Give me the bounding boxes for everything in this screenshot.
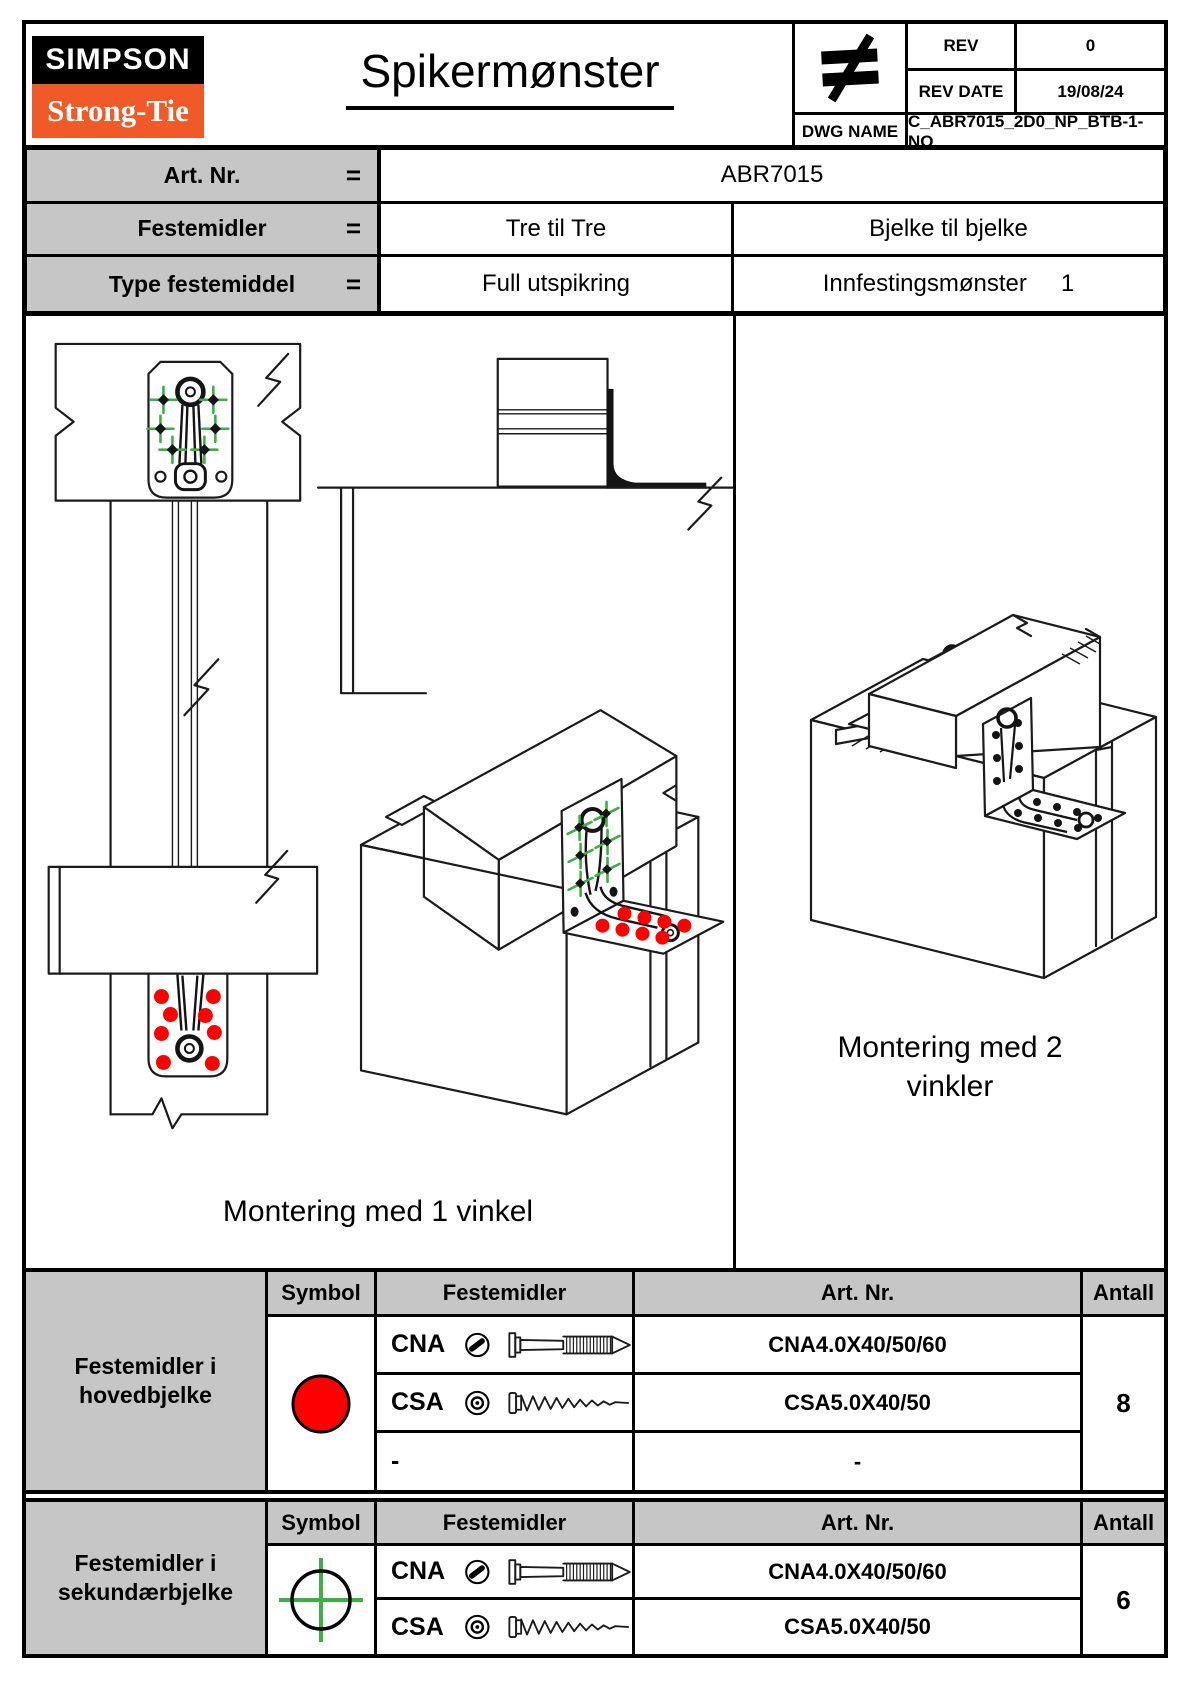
- caption-line-1: Montering med 2: [837, 1031, 1063, 1064]
- table1-row-label: Festemidler i hovedbjelke: [26, 1272, 268, 1490]
- cna-nail-icon: [506, 1553, 632, 1591]
- table2-header-artnr: Art. Nr.: [635, 1502, 1083, 1546]
- equals-sign: =: [345, 213, 361, 244]
- table2-header-antall: Antall: [1083, 1502, 1164, 1546]
- iso-two-brackets: [811, 615, 1156, 978]
- table1-header-festemidler: Festemidler: [377, 1272, 635, 1317]
- green-crosshair-icon: [271, 1550, 371, 1650]
- not-equal-icon: [811, 31, 889, 105]
- info-row-type-label: [27, 257, 381, 311]
- table1-row-cna: [377, 1317, 635, 1375]
- page-title-text: Spikermønster: [346, 44, 673, 110]
- innfestingsmonster-number: 1: [1060, 270, 1075, 298]
- table2-antall-value: 6: [1116, 1584, 1131, 1615]
- table1-antall-value: 8: [1116, 1388, 1131, 1418]
- table2-row-cna: [377, 1546, 635, 1600]
- page-title: [240, 44, 780, 110]
- table1-row-dash: [377, 1433, 635, 1490]
- table1-header-antall: Antall: [1083, 1272, 1164, 1317]
- info-label-text: Type festemiddel: [108, 270, 296, 297]
- caption-two-brackets: [736, 1028, 1164, 1106]
- rev-date-value: 19/08/24: [1017, 71, 1164, 115]
- fastener-table-secondary-beam: [22, 1498, 1168, 1658]
- fastener-name: CNA: [391, 1557, 446, 1585]
- red-dot-icon: [285, 1368, 357, 1440]
- simpson-logo-top: SIMPSON: [32, 36, 204, 84]
- info-row-artnr-label: [27, 150, 381, 204]
- csa-screw-icon: [506, 1384, 632, 1422]
- caption-one-bracket: Montering med 1 vinkel: [222, 1195, 534, 1228]
- table1-artnr-cna: CNA4.0X40/50/60: [635, 1317, 1083, 1375]
- rev-value: 0: [1017, 24, 1164, 71]
- info-label-text: Festemidler: [137, 215, 267, 242]
- fastener-name: CSA: [391, 1388, 444, 1416]
- table2-header-festemidler: Festemidler: [377, 1502, 635, 1546]
- registered-mark: ®: [196, 128, 203, 138]
- table1-header-artnr: Art. Nr.: [635, 1272, 1083, 1317]
- table2-header-symbol: Symbol: [268, 1502, 377, 1546]
- caption-line-2: vinkler: [906, 1070, 994, 1103]
- rev-date-label: REV DATE: [908, 71, 1017, 115]
- projection-symbol-cell: [792, 24, 908, 115]
- table1-artnr-csa: CSA5.0X40/50: [635, 1375, 1083, 1433]
- fastener-name: CSA: [391, 1612, 444, 1641]
- mounting-two-brackets-drawing: [736, 316, 1164, 1268]
- table1-artnr-dash: -: [635, 1433, 1083, 1490]
- equals-sign: =: [345, 268, 361, 299]
- table1-row-csa: [377, 1375, 635, 1433]
- cna-head-icon: [463, 1328, 492, 1362]
- table2-artnr-cna: CNA4.0X40/50/60: [635, 1546, 1083, 1600]
- fastener-name: -: [391, 1447, 400, 1475]
- table2-row-label: Festemidler i sekundærbjelke: [26, 1502, 268, 1654]
- info-type-left: Full utspikring: [381, 257, 734, 311]
- csa-head-icon: [463, 1610, 492, 1644]
- fastener-name: CNA: [391, 1330, 446, 1358]
- fastener-table-main-beam: [22, 1268, 1168, 1494]
- dwg-name-value: C_ABR7015_2D0_NP_BTB-1-NO: [908, 112, 1144, 151]
- mounting-one-bracket-drawing: [26, 316, 733, 1268]
- table2-artnr-csa: CSA5.0X40/50: [635, 1600, 1083, 1654]
- info-row-festemidler-label: [27, 204, 381, 258]
- main-beam-symbol-cell: [268, 1317, 377, 1490]
- info-label-text: Art. Nr.: [163, 161, 241, 188]
- strongtie-logo-bottom: Strong-Tie: [32, 84, 204, 138]
- iso-one-bracket: [361, 710, 723, 1114]
- table2-row-csa: [377, 1600, 635, 1654]
- cna-nail-icon: [506, 1326, 632, 1364]
- cna-head-icon: [463, 1555, 492, 1589]
- csa-screw-icon: [506, 1608, 632, 1646]
- innfestingsmonster-text: Innfestingsmønster: [822, 270, 1027, 298]
- info-festemidler-right: Bjelke til bjelke: [734, 204, 1163, 258]
- dwg-name-label: DWG NAME: [792, 115, 908, 149]
- info-artnr-value: ABR7015: [381, 150, 1163, 204]
- article-info-table: [22, 145, 1168, 316]
- info-type-right: [734, 257, 1163, 311]
- csa-head-icon: [463, 1386, 492, 1420]
- equals-sign: =: [345, 159, 361, 190]
- info-festemidler-left: Tre til Tre: [381, 204, 734, 258]
- rev-label: REV: [908, 24, 1017, 71]
- table1-header-symbol: Symbol: [268, 1272, 377, 1317]
- secondary-beam-symbol-cell: [268, 1546, 377, 1654]
